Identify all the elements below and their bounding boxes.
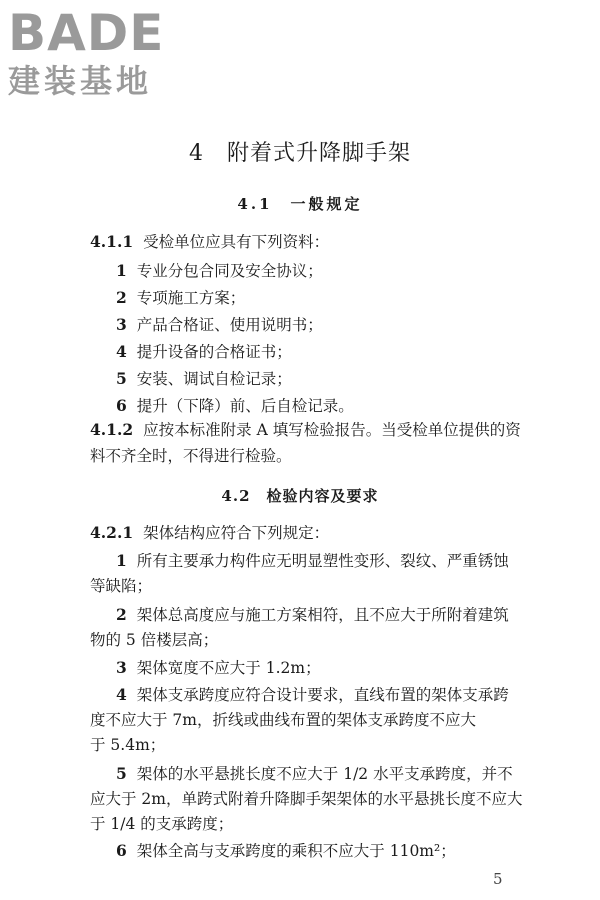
list-item	[116, 288, 600, 308]
section-title-text: 一般规定	[290, 195, 363, 213]
clause-text: 应按本标准附录 A 填写检验报告。当受检单位提供的资	[143, 421, 521, 439]
list-item	[116, 605, 600, 625]
clause-continuation: 料不齐全时，不得进行检验。	[90, 447, 292, 465]
item-number: 1	[116, 551, 127, 570]
item-text: 架体的水平悬挑长度不应大于 1/2 水平支承跨度，并不	[136, 765, 513, 783]
clause-number: 4.1.1	[90, 232, 134, 251]
item-number: 1	[116, 261, 127, 280]
item-text: 架体支承跨度应符合设计要求，直线布置的架体支承跨	[136, 686, 509, 704]
item-number: 4	[116, 342, 127, 361]
list-item	[116, 369, 600, 389]
list-item	[116, 841, 600, 861]
item-number: 6	[116, 841, 127, 860]
section-heading-4-2	[0, 485, 600, 506]
section-number: 4.1	[237, 195, 273, 213]
section-heading-4-1	[0, 193, 600, 214]
item-number: 2	[116, 605, 127, 624]
item-continuation: 度不应大于 7m，折线或曲线布置的架体支承跨度不应大	[90, 711, 476, 729]
list-item	[116, 396, 600, 416]
item-number: 4	[116, 685, 127, 704]
item-text: 架体宽度不应大于 1.2m；	[136, 659, 321, 677]
logo-word: BADE	[8, 4, 165, 62]
item-number: 2	[116, 288, 127, 307]
list-item	[116, 685, 600, 705]
clause-text: 受检单位应具有下列资料：	[143, 233, 330, 251]
item-continuation: 物的 5 倍楼层高；	[90, 631, 219, 649]
item-number: 3	[116, 315, 127, 334]
page-number: 5	[493, 870, 503, 888]
item-number: 5	[116, 369, 127, 388]
list-item	[116, 315, 600, 335]
clause-number: 4.1.2	[90, 420, 134, 439]
list-item	[116, 261, 600, 281]
item-continuation: 于 1/4 的支承跨度；	[90, 815, 234, 833]
list-item	[116, 658, 600, 678]
item-text: 专项施工方案；	[136, 289, 246, 307]
item-text: 架体全高与支承跨度的乘积不应大于 110m²；	[136, 842, 456, 860]
list-item	[116, 342, 600, 362]
item-text: 产品合格证、使用说明书；	[136, 316, 323, 334]
item-number: 3	[116, 658, 127, 677]
bade-logo	[8, 6, 164, 100]
item-number: 5	[116, 764, 127, 783]
section-title-text: 检验内容及要求	[266, 487, 379, 505]
list-item	[116, 551, 600, 571]
item-continuation: 于 5.4m；	[90, 736, 166, 754]
clause-text: 架体结构应符合下列规定：	[143, 524, 330, 542]
item-number: 6	[116, 396, 127, 415]
clause-4-1-2	[90, 420, 600, 440]
clause-number: 4.2.1	[90, 523, 134, 542]
item-text: 安装、调试自检记录；	[136, 370, 292, 388]
section-number: 4.2	[221, 487, 251, 505]
list-item	[116, 764, 600, 784]
item-text: 架体总高度应与施工方案相符，且不应大于所附着建筑	[136, 606, 509, 624]
item-continuation: 应大于 2m，单跨式附着升降脚手架架体的水平悬挑长度不应大	[90, 790, 523, 808]
item-continuation: 等缺陷；	[90, 577, 153, 595]
logo-subtitle: 建装基地	[8, 62, 153, 100]
item-text: 提升设备的合格证书；	[136, 343, 292, 361]
item-text: 专业分包合同及安全协议；	[136, 262, 323, 280]
chapter-title: 4 附着式升降脚手架	[189, 141, 411, 166]
item-text: 提升（下降）前、后自检记录。	[136, 397, 354, 415]
clause-4-1-1	[90, 232, 600, 252]
item-text: 所有主要承力构件应无明显塑性变形、裂纹、严重锈蚀	[136, 552, 509, 570]
clause-4-2-1	[90, 523, 600, 543]
